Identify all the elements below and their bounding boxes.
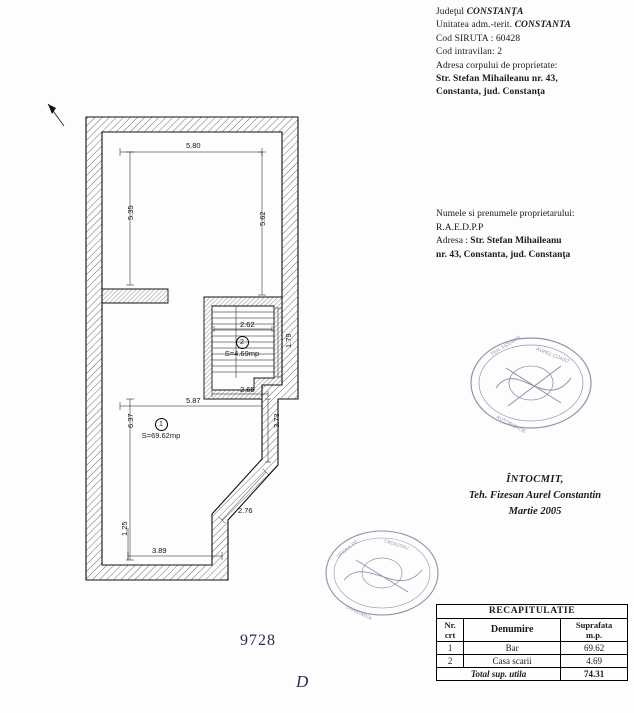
label-uat: Unitatea adm.-terit. <box>436 20 515 31</box>
recap-row1-nr: 2 <box>437 655 464 668</box>
header-line-intravilan <box>436 46 632 59</box>
recap-header-row <box>437 619 628 642</box>
dim-bottom-wall: 3.89 <box>152 546 167 555</box>
value-siruta: 60428 <box>495 33 521 44</box>
label-judet: Judeţul <box>436 7 467 17</box>
pencil-annotation-number: 9728 <box>240 632 276 649</box>
recap-total-value: 74.31 <box>561 668 628 681</box>
recap-header-nr-line1: Nr. <box>444 620 456 630</box>
dim-stair-bottom: 2.65 <box>240 385 255 394</box>
room-number-bar: 1 <box>155 418 168 431</box>
dim-left-lower: 6.37 <box>126 413 135 428</box>
owner-info-block <box>436 208 634 262</box>
dim-diagonal: 2.76 <box>238 506 253 515</box>
header-info-block <box>436 6 632 100</box>
value-uat: CONSTANTA <box>514 20 571 31</box>
dim-inner-right-upper: 5.62 <box>258 211 267 226</box>
recap-header-denumire: Denumire <box>464 619 561 642</box>
table-row <box>437 642 628 655</box>
recap-caption-row <box>437 605 628 619</box>
signature-date: Martie 2005 <box>508 506 562 517</box>
room-area-casa-scarii: S=4.69mp <box>224 349 260 358</box>
owner-address-label: Adresa : <box>436 236 471 247</box>
recap-caption: RECAPITULATIE <box>437 605 628 619</box>
header-line-siruta <box>436 33 632 46</box>
recap-header-sup-line2: m.p. <box>586 630 603 640</box>
pencil-annotation-mark: D <box>296 672 309 691</box>
dim-right-lower: 3.73 <box>272 413 281 428</box>
signature-name: Teh. Fizesan Aurel Constantin <box>468 490 602 501</box>
dim-left-upper: 5.35 <box>126 205 135 220</box>
owner-title: Numele si prenumele proprietarului: <box>436 209 575 219</box>
dim-stair-width: 2.62 <box>240 320 255 329</box>
header-line-uat <box>436 19 632 32</box>
header-line-judet <box>436 6 632 19</box>
recap-row1-denumire: Casa scarii <box>464 655 561 668</box>
recap-row0-nr: 1 <box>437 642 464 655</box>
label-siruta: Cod SIRUTA : <box>436 33 496 44</box>
room-area-bar: S=69.62mp <box>141 431 181 440</box>
stamp-right <box>466 318 596 448</box>
header-address-line1: Str. Stefan Mihaileanu nr. 43, <box>436 74 558 85</box>
recap-row1-suprafata: 4.69 <box>561 655 628 668</box>
owner-address-value1: Str. Stefan Mihaileanu <box>470 236 562 247</box>
dim-bottom-left-short: 1.25 <box>120 521 129 536</box>
recap-header-sup-line1: Suprafata <box>575 620 613 630</box>
dim-top-wall: 5.80 <box>186 141 201 150</box>
recap-header-nr-line2: crt <box>444 630 456 640</box>
value-intravilan: 2 <box>497 47 503 58</box>
value-judet: CONSTANŢA <box>466 7 524 17</box>
label-intravilan: Cod intravilan: <box>436 47 498 58</box>
room-number-casa-scarii: 2 <box>236 336 249 349</box>
recapitulation-table <box>436 604 628 681</box>
room-tag-casa-scarii <box>212 336 272 358</box>
room-tag-bar <box>126 418 196 440</box>
owner-address-line2: nr. 43, Constanta, jud. Constanţa <box>436 249 571 260</box>
signature-block <box>436 472 634 520</box>
svg-text:AUTORIZATIE: AUTORIZATIE <box>495 414 527 436</box>
signature-title: ÎNTOCMIT, <box>506 474 564 485</box>
recap-row0-suprafata: 69.62 <box>561 642 628 655</box>
header-address-line2: Constanta, jud. Constanţa <box>436 87 546 98</box>
recap-total-row <box>437 668 628 681</box>
svg-text:TEH. FIZESAN: TEH. FIZESAN <box>489 334 522 358</box>
svg-text:CONSTANTA: CONSTANTA <box>345 604 373 622</box>
header-line-adresa-label: Adresa corpului de proprietate: <box>436 60 558 71</box>
table-row <box>437 655 628 668</box>
dim-mid-wall: 5.87 <box>186 396 201 405</box>
stamp-bottom <box>322 518 442 628</box>
svg-text:OFICIUL DE: OFICIUL DE <box>335 539 359 559</box>
owner-name: R.A.E.D.P.P <box>436 222 484 233</box>
owner-address-line1 <box>436 235 634 249</box>
recap-row0-denumire: Bar <box>464 642 561 655</box>
recap-total-label: Total sup. utila <box>437 668 561 681</box>
dim-stair-right: 1.79 <box>284 333 293 348</box>
svg-text:CADASTRU: CADASTRU <box>383 538 410 551</box>
recap-header-suprafata <box>561 619 628 642</box>
svg-text:AUREL CONST.: AUREL CONST. <box>535 346 572 366</box>
